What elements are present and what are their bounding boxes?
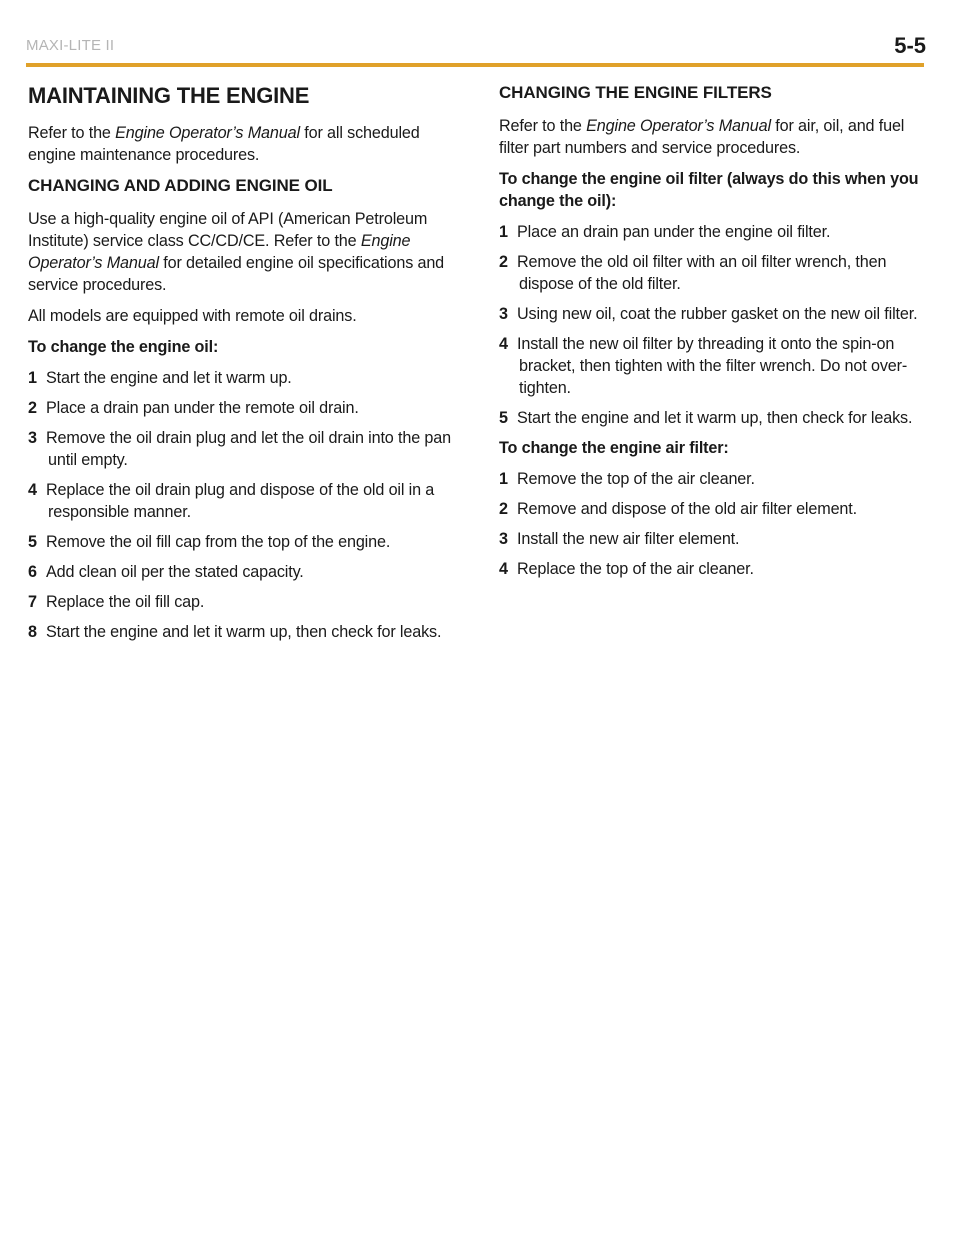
step-item [499, 498, 927, 520]
step-item [499, 221, 927, 243]
step-number: 4 [28, 481, 37, 499]
step-item [28, 479, 456, 523]
step-text: Place a drain pan under the remote oil drain. [46, 399, 359, 417]
step-text: Remove the old oil filter with an oil filter wrench, then dispose of the old filter. [517, 253, 887, 293]
manual-reference: Engine Operator’s Manual [586, 117, 771, 135]
air-filter-subhead: To change the engine air filter: [499, 439, 729, 457]
oil-spec-text-before: Use a high-quality engine oil of API (American Petroleum Institute) service class CC/CD/CE. Refer to the [28, 210, 428, 250]
filters-intro-text-before: Refer to the [499, 117, 587, 135]
filters-intro-text-after: for air, oil, and fuel filter part numbers and service procedures. [499, 117, 905, 157]
intro-paragraph [28, 122, 456, 166]
step-number: 4 [499, 560, 508, 578]
left-column [28, 82, 456, 651]
oil-section-heading: CHANGING AND ADDING ENGINE OIL [28, 176, 333, 195]
step-text: Replace the top of the air cleaner. [517, 560, 754, 578]
step-number: 2 [28, 399, 37, 417]
step-text: Add clean oil per the stated capacity. [46, 563, 304, 581]
intro-text-before: Refer to the [28, 124, 116, 142]
step-item [28, 531, 456, 553]
right-column [499, 82, 927, 588]
oil-spec-text-after: for detailed engine oil specifications and service procedures. [28, 254, 445, 294]
step-item [28, 621, 456, 643]
step-item [499, 528, 927, 550]
step-number: 1 [499, 470, 508, 488]
step-item [499, 251, 927, 295]
step-number: 7 [28, 593, 37, 611]
step-item [499, 407, 927, 429]
step-text: Start the engine and let it warm up, then check for leaks. [46, 623, 442, 641]
step-item [499, 558, 927, 580]
step-item [499, 333, 927, 399]
step-number: 5 [28, 533, 37, 551]
step-text: Replace the oil fill cap. [46, 593, 205, 611]
manual-reference: Engine Operator’s Manual [28, 232, 411, 272]
step-item [28, 427, 456, 471]
step-text: Place an drain pan under the engine oil filter. [517, 223, 831, 241]
step-text: Remove and dispose of the old air filter element. [517, 500, 857, 518]
oil-change-subhead: To change the engine oil: [28, 338, 219, 356]
step-number: 3 [499, 305, 508, 323]
step-number: 3 [499, 530, 508, 548]
manual-reference: Engine Operator’s Manual [115, 124, 300, 142]
intro-text-after: for all scheduled engine maintenance procedures. [28, 124, 420, 164]
oil-filter-steps [499, 221, 927, 429]
page-title: MAINTAINING THE ENGINE [28, 83, 310, 108]
step-number: 5 [499, 409, 508, 427]
oil-change-steps [28, 367, 456, 643]
oil-drain-paragraph: All models are equipped with remote oil drains. [28, 307, 357, 325]
step-item [499, 468, 927, 490]
step-text: Remove the oil drain plug and let the oil drain into the pan until empty. [46, 429, 451, 469]
step-text: Remove the oil fill cap from the top of the engine. [46, 533, 391, 551]
step-number: 2 [499, 253, 508, 271]
step-item [28, 561, 456, 583]
header-model-name: MAXI-LITE II [26, 37, 115, 54]
step-number: 4 [499, 335, 508, 353]
step-number: 1 [28, 369, 37, 387]
step-text: Install the new oil filter by threading it onto the spin-on bracket, then tighten with the filter wrench. Do not over-tighten. [517, 335, 908, 397]
oil-filter-subhead: To change the engine oil filter (always do this when you change the oil): [499, 170, 919, 210]
step-text: Using new oil, coat the rubber gasket on the new oil filter. [517, 305, 918, 323]
oil-spec-paragraph [28, 208, 456, 296]
step-item [28, 367, 456, 389]
step-number: 2 [499, 500, 508, 518]
header-divider [26, 63, 924, 67]
page-number: 5-5 [894, 33, 926, 58]
step-item [28, 591, 456, 613]
step-text: Start the engine and let it warm up, then check for leaks. [517, 409, 913, 427]
step-text: Remove the top of the air cleaner. [517, 470, 755, 488]
step-text: Start the engine and let it warm up. [46, 369, 292, 387]
filters-section-heading: CHANGING THE ENGINE FILTERS [499, 83, 772, 102]
air-filter-steps [499, 468, 927, 580]
filters-intro-paragraph [499, 115, 927, 159]
step-number: 6 [28, 563, 37, 581]
step-number: 1 [499, 223, 508, 241]
step-item [28, 397, 456, 419]
step-number: 3 [28, 429, 37, 447]
step-text: Install the new air filter element. [517, 530, 740, 548]
step-number: 8 [28, 623, 37, 641]
step-item [499, 303, 927, 325]
step-text: Replace the oil drain plug and dispose of the old oil in a responsible manner. [46, 481, 435, 521]
